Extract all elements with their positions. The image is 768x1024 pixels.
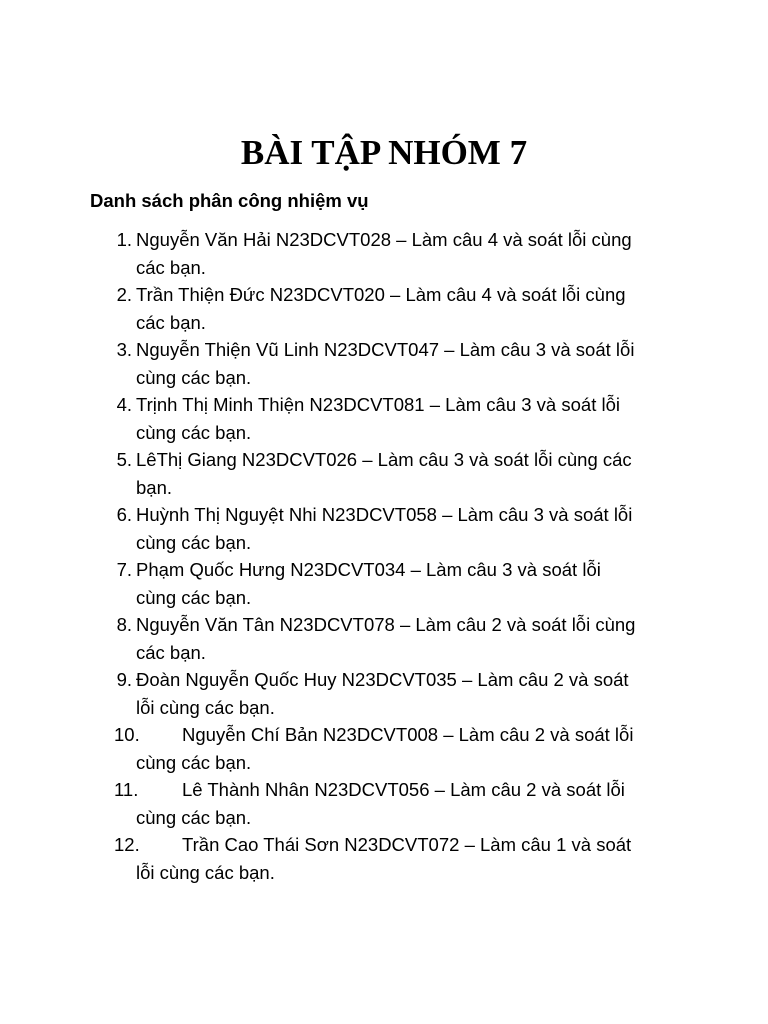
list-item-text-line2: cùng các bạn.	[136, 586, 252, 608]
list-item-text-line2: cùng các bạn.	[136, 806, 252, 828]
list-item-text-line1: Nguyễn Văn Tân N23DCVT078 – Làm câu 2 và soát lỗi cùng	[136, 614, 636, 635]
list-item	[0, 611, 768, 666]
list-item	[0, 446, 768, 501]
list-item	[0, 501, 768, 556]
list-item-number: 3.	[116, 339, 132, 360]
list-item-number: 5.	[116, 449, 132, 470]
list-item-text-line2: lỗi cùng các bạn.	[136, 696, 275, 718]
list-item	[0, 556, 768, 611]
list-item-text-line1: Đoàn Nguyễn Quốc Huy N23DCVT035 – Làm câu 2 và soát	[136, 669, 629, 690]
list-item-text-line2: cùng các bạn.	[136, 421, 252, 443]
list-item-text-line1: Trịnh Thị Minh Thiện N23DCVT081 – Làm câu 3 và soát lỗi	[136, 394, 620, 415]
list-item-number: 10.	[114, 724, 140, 745]
list-item-number: 6.	[116, 504, 132, 525]
list-item-text-line2: các bạn.	[136, 641, 206, 663]
list-item	[0, 776, 768, 831]
list-item-text-line2: cùng các bạn.	[136, 366, 252, 388]
list-item-text-line2: các bạn.	[136, 256, 206, 278]
list-item-number: 2.	[116, 284, 132, 305]
list-item-text-line1: Lê Thành Nhân N23DCVT056 – Làm câu 2 và soát lỗi	[182, 779, 625, 800]
assignment-list	[0, 226, 768, 886]
list-item-text-line1: LêThị Giang N23DCVT026 – Làm câu 3 và soát lỗi cùng các	[136, 449, 632, 470]
list-item	[0, 666, 768, 721]
list-item-text-line2: cùng các bạn.	[136, 751, 252, 773]
list-item-text-line1: Huỳnh Thị Nguyệt Nhi N23DCVT058 – Làm câu 3 và soát lỗi	[136, 504, 633, 525]
list-item	[0, 226, 768, 281]
section-heading: Danh sách phân công nhiệm vụ	[90, 190, 369, 211]
page-title: BÀI TẬP NHÓM 7	[240, 133, 528, 172]
list-item	[0, 391, 768, 446]
list-item-number: 1.	[116, 229, 132, 250]
list-item-text-line1: Nguyễn Chí Bản N23DCVT008 – Làm câu 2 và soát lỗi	[182, 724, 634, 745]
list-item-text-line1: Trần Cao Thái Sơn N23DCVT072 – Làm câu 1 và soát	[182, 834, 632, 855]
list-item-text-line2: các bạn.	[136, 311, 206, 333]
list-item-number: 12.	[114, 834, 140, 855]
list-item-number: 8.	[116, 614, 132, 635]
list-item	[0, 831, 768, 886]
list-item-text-line1: Nguyễn Thiện Vũ Linh N23DCVT047 – Làm câu 3 và soát lỗi	[136, 339, 635, 360]
list-item-number: 4.	[116, 394, 132, 415]
list-item-text-line2: cùng các bạn.	[136, 531, 252, 553]
list-item	[0, 721, 768, 776]
list-item-text-line2: lỗi cùng các bạn.	[136, 861, 275, 883]
list-item-text-line1: Trần Thiện Đức N23DCVT020 – Làm câu 4 và soát lỗi cùng	[136, 284, 626, 305]
list-item-number: 7.	[116, 559, 132, 580]
list-item-number: 9.	[116, 669, 132, 690]
list-item-text-line1: Phạm Quốc Hưng N23DCVT034 – Làm câu 3 và soát lỗi	[136, 559, 601, 580]
list-item-number: 11.	[114, 779, 139, 800]
list-item-text-line2: bạn.	[136, 476, 173, 498]
list-item-text-line1: Nguyễn Văn Hải N23DCVT028 – Làm câu 4 và soát lỗi cùng	[136, 229, 632, 250]
list-item	[0, 281, 768, 336]
list-item	[0, 336, 768, 391]
